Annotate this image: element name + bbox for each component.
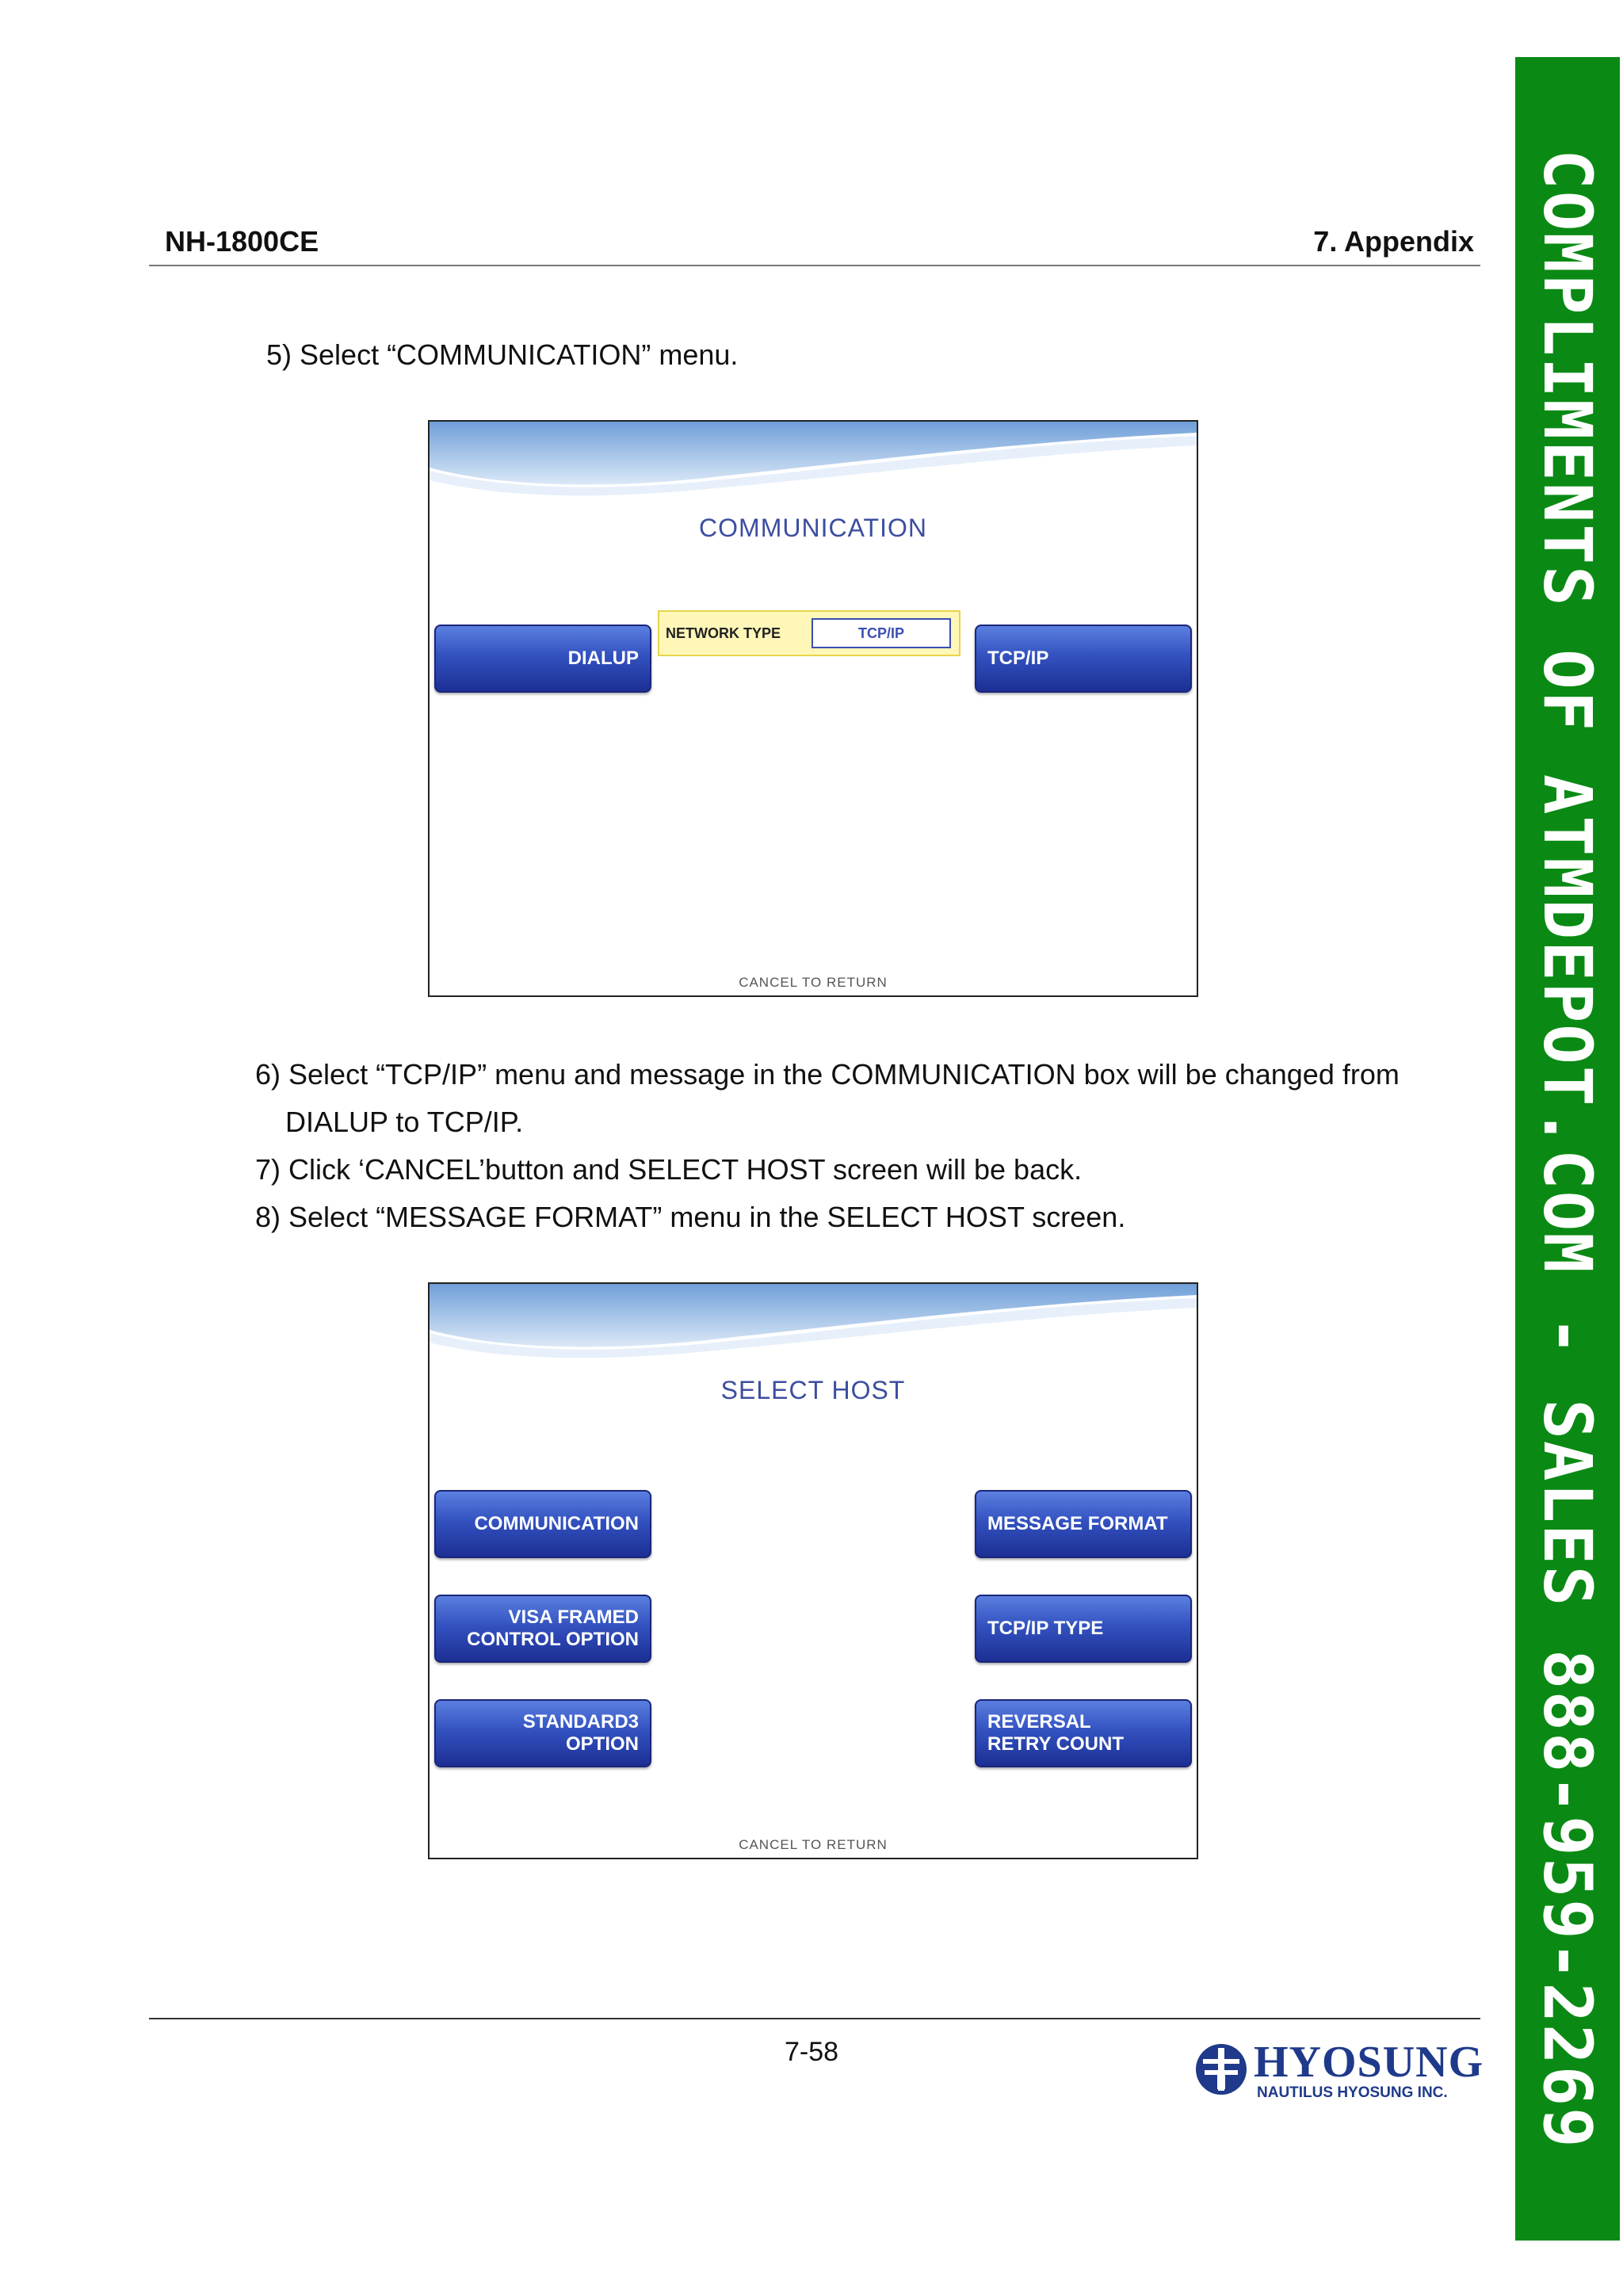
- reversal-retry-count-button[interactable]: [975, 1699, 1192, 1767]
- tcpip-type-button[interactable]: [975, 1595, 1192, 1663]
- footer-divider: [149, 2018, 1480, 2019]
- screen-header-wave: [430, 1284, 1197, 1371]
- header-model: NH-1800CE: [165, 225, 319, 258]
- message-format-button[interactable]: [975, 1490, 1192, 1558]
- hyosung-logo-icon: [1193, 2042, 1249, 2097]
- promo-sidebar-text: COMPLIMENTS OF ATMDEPOT.COM - SALES 888-959-2269: [1529, 148, 1606, 2149]
- step-5-text: 5) Select “COMMUNICATION” menu.: [266, 338, 739, 371]
- network-type-box: [658, 610, 960, 656]
- step-7-text: 7) Click ‘CANCEL’button and SELECT HOST screen will be back.: [255, 1153, 1083, 1186]
- screen-title: SELECT HOST: [720, 1376, 906, 1404]
- tcpip-button-label: TCP/IP: [987, 648, 1049, 669]
- cancel-to-return-text: CANCEL TO RETURN: [739, 1837, 888, 1852]
- step-6-continuation: DIALUP to TCP/IP.: [285, 1106, 524, 1138]
- promo-sidebar: [1515, 57, 1620, 2241]
- visa-framed-button-label: VISA FRAMED CONTROL OPTION: [467, 1606, 639, 1650]
- header-divider: [149, 265, 1480, 266]
- select-host-screen: [428, 1282, 1198, 1859]
- step-8-text: 8) Select “MESSAGE FORMAT” menu in the SELECT HOST screen.: [255, 1201, 1126, 1233]
- network-type-value: TCP/IP: [812, 618, 951, 648]
- message-format-button-label: MESSAGE FORMAT: [987, 1513, 1168, 1534]
- cancel-to-return-text: CANCEL TO RETURN: [739, 975, 888, 990]
- communication-button[interactable]: [434, 1490, 651, 1558]
- network-type-label: NETWORK TYPE: [666, 625, 781, 641]
- screen-header-wave: [430, 422, 1197, 509]
- standard3-button-label: STANDARD3 OPTION: [522, 1711, 639, 1755]
- step-6-text: 6) Select “TCP/IP” menu and message in the COMMUNICATION box will be changed from: [255, 1058, 1400, 1091]
- dialup-button-label: DIALUP: [567, 648, 639, 669]
- logo-wordmark: HYOSUNG: [1254, 2038, 1484, 2087]
- header-section: 7. Appendix: [1313, 225, 1474, 258]
- visa-framed-control-option-button[interactable]: [434, 1595, 651, 1663]
- reversal-retry-button-label: REVERSAL RETRY COUNT: [987, 1711, 1125, 1755]
- hyosung-logo: [1193, 2038, 1484, 2102]
- tcpip-button[interactable]: [975, 625, 1192, 693]
- screen-title: COMMUNICATION: [699, 514, 927, 542]
- tcpip-type-button-label: TCP/IP TYPE: [987, 1618, 1104, 1639]
- logo-subtitle: NAUTILUS HYOSUNG INC.: [1257, 2084, 1448, 2101]
- page-number: 7-58: [784, 2037, 839, 2067]
- communication-screen: [428, 420, 1198, 997]
- communication-button-label: COMMUNICATION: [474, 1513, 639, 1534]
- dialup-button[interactable]: [434, 625, 651, 693]
- standard3-option-button[interactable]: [434, 1699, 651, 1767]
